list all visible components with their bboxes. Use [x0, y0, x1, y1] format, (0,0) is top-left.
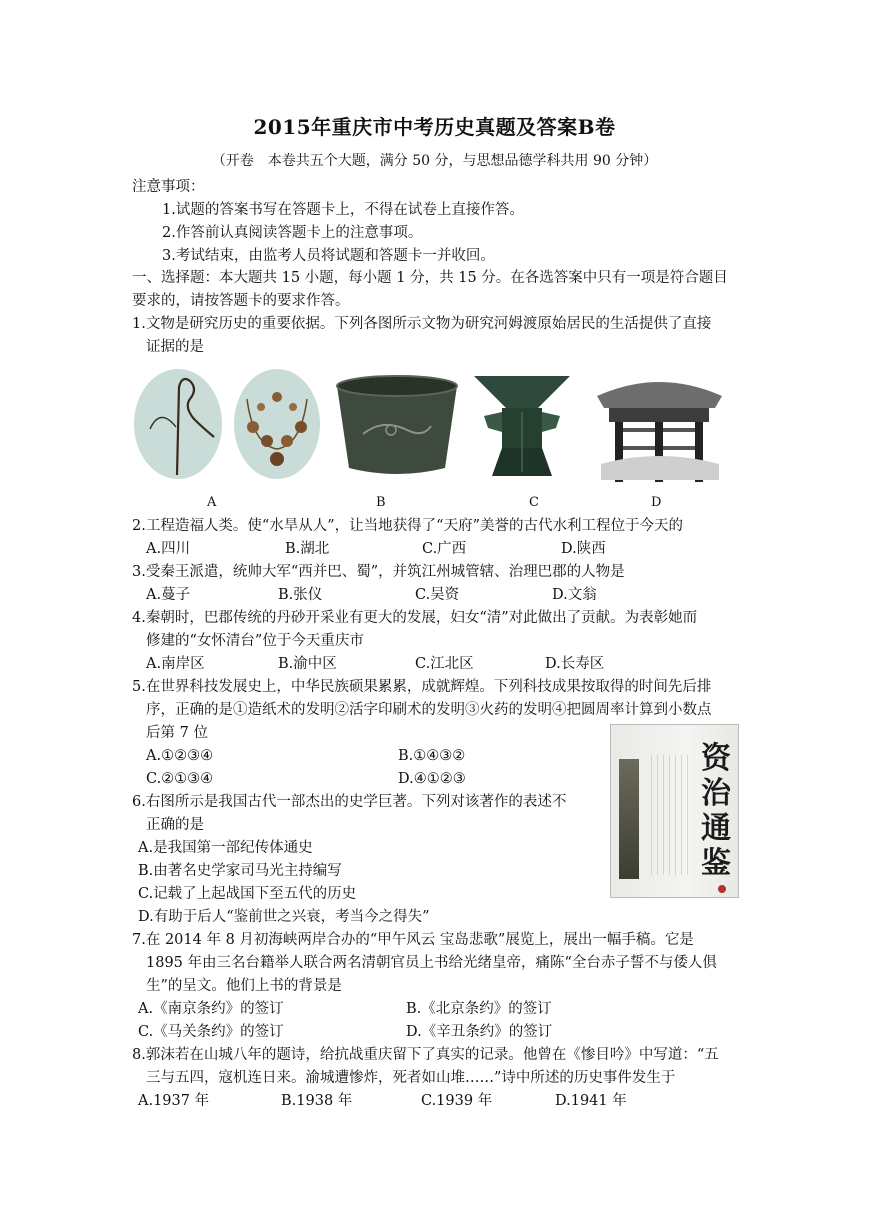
section-heading-cont: 要求的，请按答题卡的要求作答。 — [132, 293, 350, 309]
q4-option-a: A.南岸区 — [146, 656, 205, 672]
q6-option-d: D.有助于后人“鉴前世之兴衰，考当今之得失” — [138, 909, 430, 925]
notice-item: 3.考试结束，由监考人员将试题和答题卡一并收回。 — [162, 248, 495, 264]
q5-stem-cont: 序，正确的是①造纸术的发明②活字印刷术的发明③火药的发明④把圆周率计算到小数点 — [146, 702, 712, 718]
publisher-seal-icon — [718, 885, 726, 893]
q5-option-b: B.①④③② — [398, 748, 466, 764]
q2-option-b: B.湖北 — [285, 541, 330, 557]
q2-option-a: A.四川 — [146, 541, 191, 557]
section-heading: 一、选择题：本大题共 15 小题，每小题 1 分，共 15 分。在各选答案中只有一项是符合题目 — [132, 270, 728, 286]
notice-item: 1.试题的答案书写在答题卡上，不得在试卷上直接作答。 — [162, 202, 524, 218]
book-text-lines — [651, 755, 691, 875]
book-title: 资治通鉴 — [701, 741, 731, 881]
q7-stem: 7.在 2014 年 8 月初海峡两岸合办的“甲午风云 宝岛悲歌”展览上，展出一幅手稿。它是 — [132, 932, 694, 948]
q6-stem-cont: 正确的是 — [146, 817, 204, 833]
q6-option-c: C.记载了上起战国下至五代的历史 — [138, 886, 357, 902]
q2-option-c: C.广西 — [422, 541, 467, 557]
q5-option-a: A.①②③④ — [146, 748, 214, 764]
q3-option-d: D.文翁 — [552, 587, 597, 603]
q7-option-a: A.《南京条约》的签订 — [138, 1001, 284, 1017]
q6-option-b: B.由著名史学家司马光主持编写 — [138, 863, 342, 879]
book-cover-image — [610, 724, 739, 898]
q6-stem: 6.右图所示是我国古代一部杰出的史学巨著。下列对该著作的表述不 — [132, 794, 567, 810]
q4-stem-cont: 修建的“女怀清台”位于今天重庆市 — [146, 633, 364, 649]
q1-label-c: C — [529, 495, 539, 510]
q5-stem-cont: 后第 7 位 — [146, 725, 208, 741]
q3-option-a: A.蔓子 — [146, 587, 191, 603]
book-spine-strip — [619, 759, 639, 879]
q4-option-d: D.长寿区 — [545, 656, 605, 672]
notice-heading: 注意事项： — [132, 179, 205, 195]
q8-stem-cont: 三与五四，寇机连日来。渝城遭惨炸，死者如山堆……”诗中所述的历史事件发生于 — [146, 1070, 676, 1086]
q8-option-c: C.1939 年 — [421, 1093, 493, 1109]
bead-necklace-image — [233, 367, 321, 482]
q2-option-d: D.陕西 — [561, 541, 606, 557]
q5-option-c: C.②①③④ — [146, 771, 214, 787]
q1-stem: 1.文物是研究历史的重要依据。下列各图所示文物为研究河姆渡原始居民的生活提供了直接 — [132, 316, 712, 332]
q7-option-d: D.《辛丑条约》的签订 — [406, 1024, 553, 1040]
q7-stem-cont: 生”的呈文。他们上书的背景是 — [146, 978, 342, 994]
q3-option-c: C.吴资 — [415, 587, 460, 603]
q8-option-b: B.1938 年 — [281, 1093, 353, 1109]
q6-option-a: A.是我国第一部纪传体通史 — [138, 840, 313, 856]
q7-option-b: B.《北京条约》的签订 — [406, 1001, 552, 1017]
q1-label-a: A — [207, 495, 217, 510]
q4-option-c: C.江北区 — [415, 656, 474, 672]
q3-option-b: B.张仪 — [278, 587, 323, 603]
pottery-bowl-image — [333, 372, 461, 478]
q7-stem-cont: 1895 年由三名台籍举人联合两名清朝官员上书给光绪皇帝，痛陈“全台赤子誓不与倭人俱 — [146, 955, 717, 971]
q5-option-d: D.④①②③ — [398, 771, 466, 787]
q2-stem: 2.工程造福人类。使“水旱从人”，让当地获得了“天府”美誉的古代水利工程位于今天的 — [132, 518, 683, 534]
q8-option-d: D.1941 年 — [555, 1093, 627, 1109]
bone-needle-image — [132, 367, 224, 482]
q5-stem: 5.在世界科技发展史上，中华民族硕果累累，成就辉煌。下列科技成果按取得的时间先后排 — [132, 679, 712, 695]
page-title: 2015年重庆市中考历史真题及答案B卷 — [253, 115, 616, 139]
q4-option-b: B.渝中区 — [278, 656, 337, 672]
q3-stem: 3.受秦王派遣，统帅大军“西并巴、蜀”，并筑江州城管辖、治理巴郡的人物是 — [132, 564, 625, 580]
q8-option-a: A.1937 年 — [138, 1093, 210, 1109]
notice-item: 2.作答前认真阅读答题卡上的注意事项。 — [162, 225, 423, 241]
q4-stem: 4.秦朝时，巴郡传统的丹砂开采业有更大的发展，妇女“清”对此做出了贡献。为表彰她而 — [132, 610, 698, 626]
q1-label-d: D — [651, 495, 662, 510]
q1-stem-cont: 证据的是 — [146, 339, 204, 355]
q1-label-b: B — [376, 495, 386, 510]
q7-option-c: C.《马关条约》的签订 — [138, 1024, 284, 1040]
wooden-structure-image — [591, 368, 728, 486]
q8-stem: 8.郭沫若在山城八年的题诗，给抗战重庆留下了真实的记录。他曾在《惨目吟》中写道：“五 — [132, 1047, 719, 1063]
page-subtitle: （开卷 本卷共五个大题，满分 50 分，与思想品德学科共用 90 分钟） — [211, 153, 658, 169]
bronze-zun-image — [468, 372, 576, 478]
